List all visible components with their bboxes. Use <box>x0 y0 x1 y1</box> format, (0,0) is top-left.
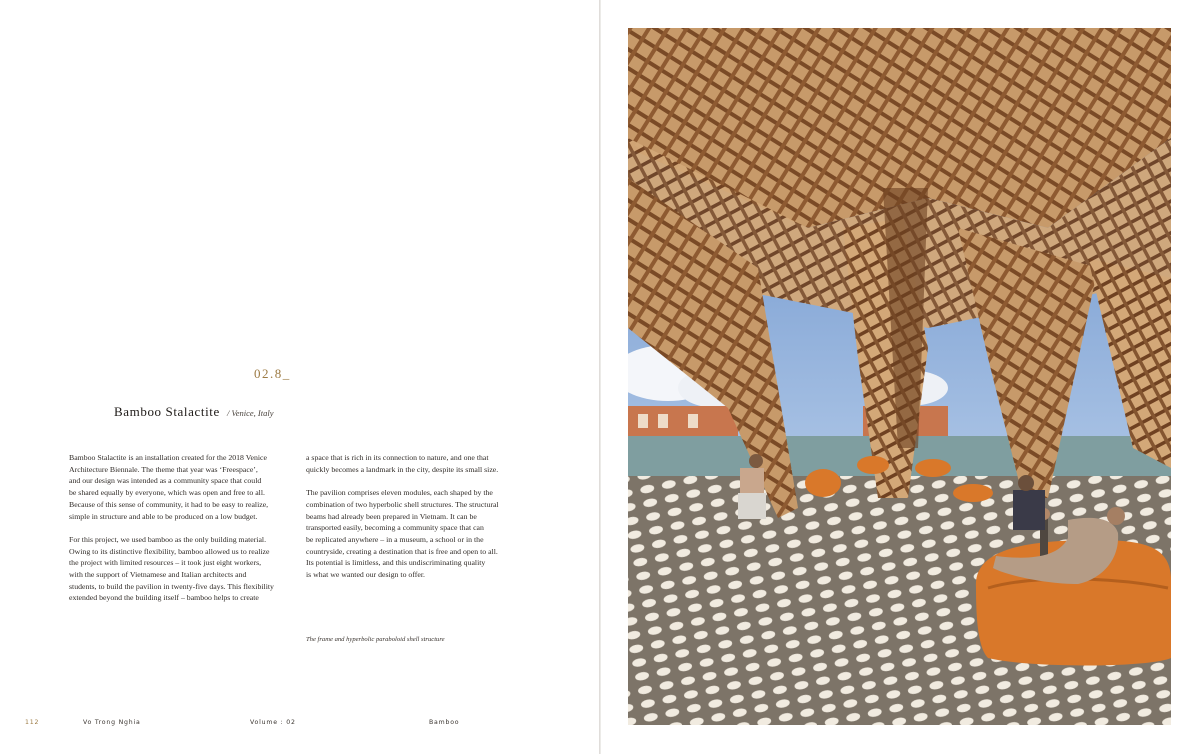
body-column-2 <box>306 452 538 592</box>
text-line: be shared equally by everyone, which was open and free to all. <box>69 488 265 498</box>
text-line: and our design was intended as a community space that could <box>69 476 262 486</box>
photo-caption: The frame and hyperbolic paraboloid shell structure <box>306 636 445 643</box>
text-line: students, to build the pavilion in twenty-five days. This flexibility <box>69 581 274 591</box>
left-page <box>0 0 599 754</box>
text-line: Owing to its distinctive flexibility, bamboo allowed us to realize <box>69 546 270 556</box>
page-number: 112 <box>25 719 40 726</box>
text-line: countryside, creating a destination that is free and open to all. <box>306 546 498 556</box>
text-line: Bamboo Stalactite is an installation created for the 2018 Venice <box>69 453 267 462</box>
running-book-title: Bamboo <box>429 719 460 726</box>
text-line: beams had already been prepared in Vietnam. It can be <box>306 511 477 521</box>
paragraph <box>306 487 538 581</box>
section-number: 02.8_ <box>254 366 291 381</box>
text-line: be replicated anywhere – in a museum, a school or in the <box>306 534 484 544</box>
body-column-1 <box>69 452 301 616</box>
project-location: / Venice, Italy <box>226 408 274 418</box>
text-line: combination of two hyperbolic shell structures. The structural <box>306 499 499 509</box>
text-line: The pavilion comprises eleven modules, each shaped by the <box>306 488 493 498</box>
text-line: Architecture Biennale. The theme that year was ‘Freespace’, <box>69 464 258 474</box>
text-line: Because of this sense of community, it had to be easy to realize, <box>69 499 269 509</box>
pavilion-photo <box>628 28 1171 725</box>
text-line: extended beyond the building itself – bamboo helps to create <box>69 593 259 603</box>
paragraph <box>69 452 301 522</box>
text-line: is what we wanted our design to offer. <box>306 570 425 580</box>
project-title: Bamboo Stalactite <box>114 404 220 419</box>
text-line: a space that is rich in its connection to nature, and one that <box>306 453 489 462</box>
running-volume: Volume : 02 <box>250 719 296 726</box>
text-line: with the support of Vietnamese and Italian architects and <box>69 570 247 580</box>
paragraph <box>306 452 538 475</box>
paragraph <box>69 534 301 604</box>
text-line: the project with limited resources – it took just eight workers, <box>69 558 262 568</box>
text-line: For this project, we used bamboo as the only building material. <box>69 534 267 544</box>
title-line <box>114 401 273 420</box>
text-line: Its potential is limitless, and this undiscriminating quality <box>306 558 486 568</box>
text-line: quickly becomes a landmark in the city, despite its small size. <box>306 464 499 474</box>
running-author: Vo Trong Nghia <box>83 719 141 726</box>
text-line: transported easily, becoming a community space that can <box>306 523 484 533</box>
text-line: simple in structure and able to be produced on a low budget. <box>69 511 258 521</box>
